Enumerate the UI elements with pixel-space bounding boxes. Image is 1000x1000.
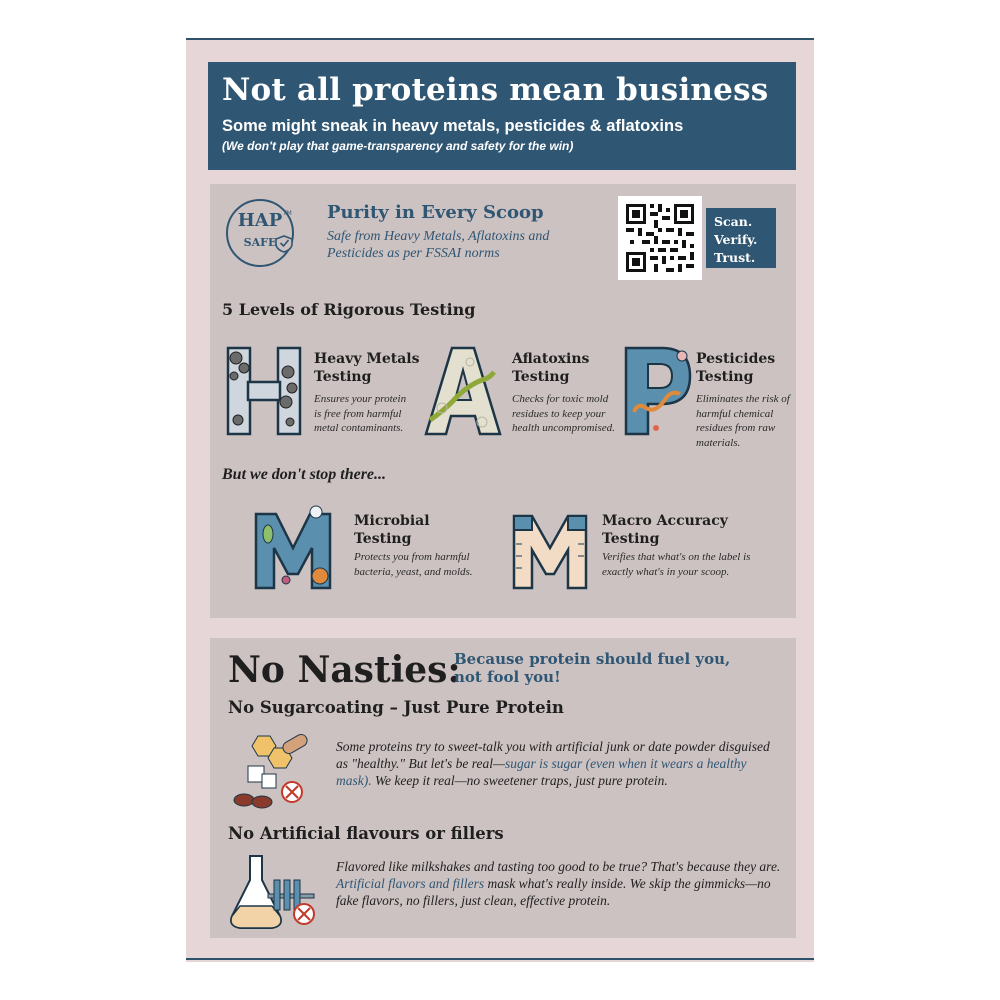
no-nasties-panel <box>210 638 796 938</box>
aflatoxins-title-line2: Testing <box>512 369 570 385</box>
pesticides-title <box>696 350 775 386</box>
macro-accuracy-desc: Verifies that what's on the label is exactly what's in your scoop. <box>602 551 751 578</box>
bottom-rule <box>186 958 814 960</box>
hap-safe-badge <box>220 196 306 270</box>
heavy-metals-title <box>314 350 420 386</box>
badge-safe-text: SAFE <box>243 236 277 249</box>
macro-accuracy-title-line2: Testing <box>602 531 660 547</box>
heavy-metals-title-line1: Heavy Metals <box>314 351 420 367</box>
scan-verify-trust-label <box>706 208 776 268</box>
aflatoxins-desc: Checks for toxic mold residues to keep your health uncompromised. <box>512 393 615 434</box>
pesticides-desc: Eliminates the risk of harmful chemical residues from raw materials. <box>696 393 790 449</box>
poster-sheet <box>186 38 814 962</box>
sugarcoating-text-1: Some proteins try to sweet-talk you with artificial junk or date powder disguised as "healthy." But let's be real— <box>336 739 770 771</box>
microbial-title-line1: Microbial <box>354 513 430 529</box>
badge-trademark: TM <box>283 210 292 217</box>
heavy-metals-title-line2: Testing <box>314 369 372 385</box>
artificial-flavours-text-1: Flavored like milkshakes and tasting too good to be true? That's because they are. <box>336 859 781 874</box>
testing-panel <box>210 184 796 618</box>
sugarcoating-text-2: We keep it real—no sweetener traps, just pure protein. <box>371 773 668 788</box>
badge-hap-text: HAP <box>237 210 283 231</box>
purity-title: Purity in Every Scoop <box>327 202 544 223</box>
page-title: Not all proteins mean business <box>222 72 769 108</box>
pesticides-letter-icon <box>622 342 694 443</box>
microbial-title <box>354 512 430 548</box>
no-nasties-title: No Nasties: <box>228 649 461 691</box>
macro-accuracy-letter-icon <box>510 504 590 597</box>
heavy-metals-letter-icon <box>224 342 304 443</box>
pesticides-title-line2: Testing <box>696 369 754 385</box>
artificial-flavours-title: No Artificial flavours or fillers <box>228 824 504 843</box>
scan-line-1: Scan. <box>714 214 753 229</box>
top-rule <box>186 38 814 40</box>
levels-title: 5 Levels of Rigorous Testing <box>222 300 476 319</box>
page-subtitle: Some might sneak in heavy metals, pesticides & aflatoxins <box>222 117 684 135</box>
scan-line-3: Trust. <box>714 250 756 265</box>
aflatoxins-letter-icon <box>420 342 506 443</box>
pesticides-title-line1: Pesticides <box>696 351 776 367</box>
microbial-desc: Protects you from harmful bacteria, yeast, and molds. <box>354 551 473 578</box>
aflatoxins-title <box>512 350 589 386</box>
macro-accuracy-title <box>602 512 728 548</box>
heavy-metals-desc: Ensures your protein is free from harmful metal contaminants. <box>314 393 407 434</box>
sugarcoating-title: No Sugarcoating – Just Pure Protein <box>228 698 564 717</box>
no-nasties-tagline: Because protein should fuel you, not fool you! <box>454 650 731 686</box>
lab-flask-illustration-icon <box>228 850 324 939</box>
purity-subtitle: Safe from Heavy Metals, Aflatoxins and Pesticides as per FSSAI norms <box>327 229 550 261</box>
more-title: But we don't stop there... <box>222 466 387 483</box>
page-note: (We don't play that game-transparency and safety for the win) <box>222 139 574 153</box>
aflatoxins-title-line1: Aflatoxins <box>512 351 590 367</box>
scan-line-2: Verify. <box>714 232 758 247</box>
sugarcoating-highlight: sugar is sugar (even when it wears a healthy mask). <box>336 756 747 788</box>
macro-accuracy-title-line1: Macro Accuracy <box>602 513 728 529</box>
artificial-flavours-text-2: mask what's really inside. We skip the gimmicks—no fake flavors, no fillers, just clean, effective protein. <box>336 876 771 908</box>
sugar-illustration-icon <box>228 728 324 817</box>
header-banner <box>208 62 796 170</box>
artificial-flavours-highlight: Artificial flavors and fillers <box>336 876 485 891</box>
microbial-title-line2: Testing <box>354 531 412 547</box>
sugarcoating-text <box>336 738 784 789</box>
microbial-letter-icon <box>250 504 336 597</box>
qr-code-icon[interactable] <box>618 196 702 280</box>
badge-circle-icon <box>220 196 306 270</box>
artificial-flavours-text <box>336 858 784 909</box>
